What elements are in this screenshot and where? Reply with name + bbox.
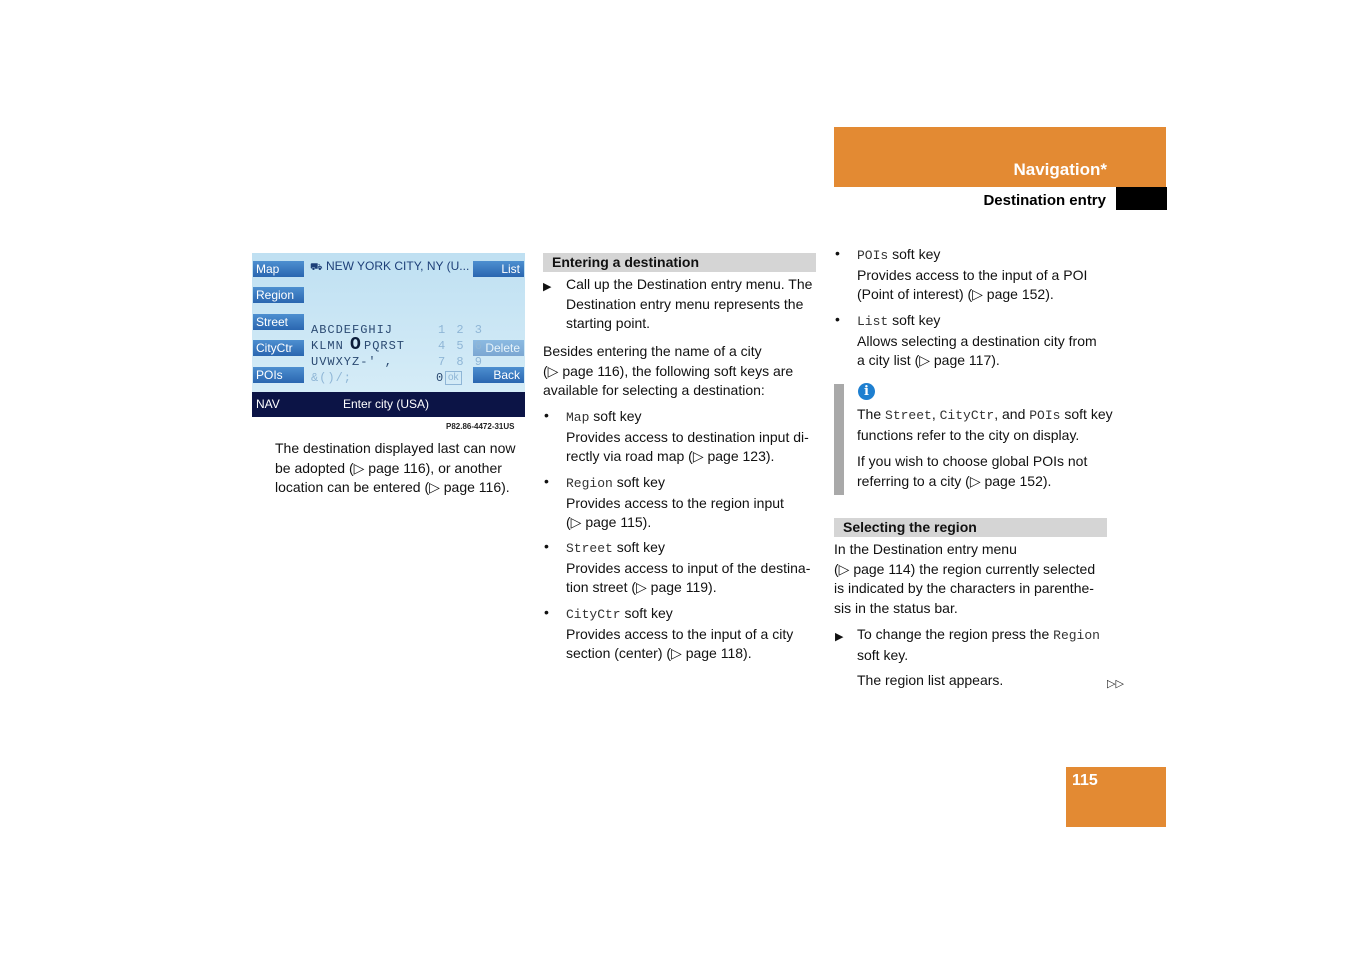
city-name: NEW YORK CITY, NY (U...	[325, 259, 470, 273]
city-icon: ⛟	[310, 262, 323, 273]
section-title: Destination entry	[983, 192, 1106, 209]
softkey-name: CityCtr	[939, 408, 995, 423]
text: soft key	[612, 474, 665, 490]
header-marker	[1116, 187, 1167, 210]
text-line: Provides access to the input of a city	[566, 625, 794, 642]
text-line: Allows selecting a destination city from	[857, 332, 1097, 349]
list-item-list	[857, 311, 1097, 371]
numpad-row-1: 1 2 3	[438, 323, 485, 337]
keyboard-row-3: UVWXYZ-' ,	[311, 355, 394, 369]
text: The	[857, 406, 886, 422]
text-line: Provides access to the region input	[566, 494, 784, 511]
bullet-icon: •	[544, 473, 549, 489]
softkey-name: Street	[566, 541, 613, 556]
step-change-region	[857, 625, 1100, 665]
section-heading-entering: Entering a destination	[543, 253, 816, 272]
caption-line: The destination displayed last can now	[275, 440, 516, 456]
text-line: tion street (▷ page 119).	[566, 579, 717, 595]
text: soft key	[1060, 406, 1113, 422]
text: soft key	[620, 605, 673, 621]
city-display	[310, 259, 469, 275]
softkey-delete: Delete	[473, 340, 524, 356]
text-line: Provides access to the input of a POI	[857, 266, 1088, 283]
numpad-row-3: 7 8 9	[438, 355, 485, 369]
paragraph-softkeys	[543, 342, 793, 401]
text-line: a city list (▷ page 117).	[857, 352, 1000, 368]
text-line: If you wish to choose global POIs not	[857, 453, 1088, 469]
text-line: Call up the Destination entry menu. The	[566, 276, 813, 292]
text-line: functions refer to the city on display.	[857, 426, 1080, 443]
text: soft key	[589, 408, 642, 424]
list-item-pois	[857, 245, 1087, 305]
text-line: In the Destination entry menu	[834, 541, 1017, 557]
list-item-region	[566, 473, 784, 533]
text-line: (▷ page 116), the following soft keys are	[543, 362, 794, 379]
info-box-bar	[834, 384, 844, 495]
text-line: sis in the status bar.	[834, 599, 958, 616]
softkey-name: Region	[566, 476, 613, 491]
text-line: Provides access to input of the destina-	[566, 559, 811, 576]
bullet-icon: •	[544, 538, 549, 554]
status-prompt: Enter city (USA)	[343, 397, 430, 411]
caption-line: location can be entered (▷ page 116).	[275, 479, 510, 495]
text: To change the region press the	[857, 626, 1054, 642]
ok-key: ok	[445, 371, 462, 385]
text-line: soft key.	[857, 646, 909, 663]
text-line: rectly via road map (▷ page 123).	[566, 448, 775, 464]
text: soft key	[888, 312, 941, 328]
text-line: (▷ page 114) the region currently selected	[834, 560, 1096, 577]
softkey-street: Street	[253, 314, 304, 330]
bullet-icon: •	[835, 245, 840, 261]
info-note	[857, 405, 1113, 491]
softkey-list: List	[473, 261, 524, 277]
keyboard-row-1: ABCDEFGHIJ	[311, 323, 394, 337]
info-icon: i	[858, 383, 875, 400]
text-line: starting point.	[566, 315, 651, 331]
status-bar	[252, 392, 525, 417]
softkey-back: Back	[473, 367, 524, 383]
chapter-title: Navigation*	[1013, 160, 1107, 179]
header-band	[834, 127, 1166, 187]
text-line: Provides access to destination input di-	[566, 428, 809, 445]
figure-caption	[275, 439, 515, 498]
keyboard-row-4: &()/;	[311, 371, 353, 385]
paragraph-region	[834, 540, 1095, 618]
text-line: Destination entry menu represents the	[566, 295, 804, 312]
softkey-cityctr: CityCtr	[253, 340, 304, 356]
section-heading-region: Selecting the region	[834, 518, 1107, 537]
text-line: (Point of interest) (▷ page 152).	[857, 286, 1054, 302]
text: ,	[931, 406, 940, 422]
continue-icon: ▷▷	[1107, 678, 1124, 690]
text: , and	[994, 406, 1030, 422]
list-item-map	[566, 407, 809, 467]
text-line: section (center) (▷ page 118).	[566, 645, 752, 661]
figure-code: P82.86-4472-31US	[446, 422, 515, 431]
keyboard-cursor: O	[350, 335, 362, 355]
keyboard-row-2b: PQRST	[364, 339, 406, 353]
list-item-street	[566, 538, 810, 598]
text-line: is indicated by the characters in parenthe-	[834, 580, 1094, 596]
step-call-up	[566, 275, 812, 334]
softkey-name: POIs	[1029, 408, 1061, 423]
text-line: Besides entering the name of a city	[543, 343, 762, 359]
softkey-name: List	[857, 314, 889, 329]
navigation-screen-figure	[252, 253, 525, 417]
text-line: referring to a city (▷ page 152).	[857, 472, 1052, 489]
bullet-icon: •	[835, 311, 840, 327]
softkey-name: POIs	[857, 248, 889, 263]
step-arrow-icon: ▶	[835, 631, 844, 643]
softkey-name: Street	[885, 408, 932, 423]
softkey-map: Map	[253, 261, 304, 277]
step-arrow-icon: ▶	[543, 281, 552, 293]
caption-line: be adopted (▷ page 116), or another	[275, 459, 502, 476]
softkey-name: Map	[566, 410, 590, 425]
text: soft key	[888, 246, 941, 262]
bullet-icon: •	[544, 407, 549, 423]
list-item-cityctr	[566, 604, 793, 664]
softkey-region: Region	[253, 287, 304, 303]
numpad-zero: 0	[436, 371, 446, 385]
keyboard-row-2a: KLMN	[311, 339, 344, 353]
bullet-icon: •	[544, 604, 549, 620]
softkey-pois: POIs	[253, 367, 304, 383]
numpad-row-2: 4 5 6	[438, 339, 485, 353]
page-number: 115	[1072, 772, 1098, 789]
softkey-name: CityCtr	[566, 607, 621, 622]
text-line: (▷ page 115).	[566, 514, 652, 530]
step-result: The region list appears.	[857, 672, 1004, 688]
text: soft key	[612, 539, 665, 555]
softkey-name: Region	[1053, 628, 1100, 643]
text-line: available for selecting a destination:	[543, 382, 765, 398]
status-nav: NAV	[256, 397, 280, 411]
